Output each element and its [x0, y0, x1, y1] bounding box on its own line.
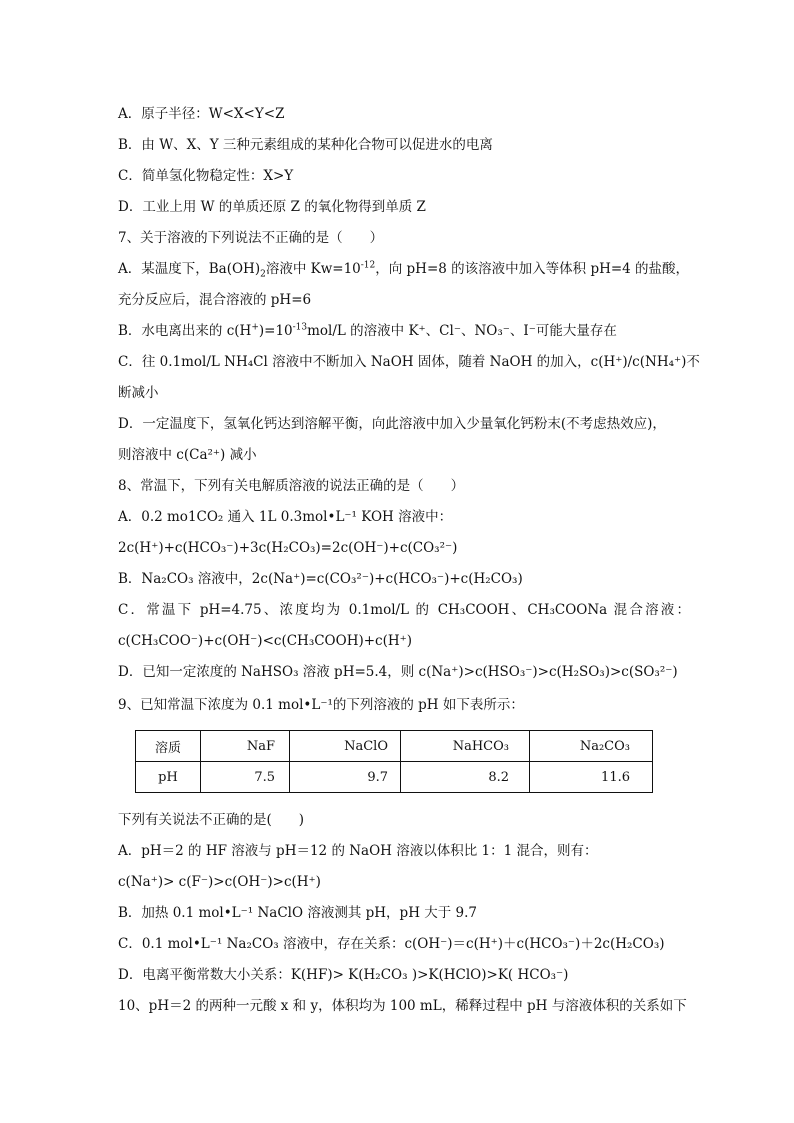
table-row: [136, 762, 653, 793]
table-cell: 11.6: [530, 762, 653, 793]
q8-option-d: D．已知一定浓度的 NaHSO₃ 溶液 pH=5.4，则 c(Na⁺)>c(HSO₃⁻)>c(H₂SO₃)>c(SO₃²⁻): [118, 664, 678, 680]
q7-stem: 7、关于溶液的下列说法不正确的是（ ）: [118, 230, 384, 246]
q6-option-d: D．工业上用 W 的单质还原 Z 的氧化物得到单质 Z: [118, 199, 426, 215]
q8-option-a: A．0.2 mo1CO₂ 通入 1L 0.3mol•L⁻¹ KOH 溶液中：: [118, 509, 453, 525]
ph-table: [135, 730, 653, 793]
table-header-row: [136, 731, 653, 762]
table-header-cell: NaClO: [290, 731, 401, 762]
q9-option-a-cont: c(Na⁺)> c(F⁻)>c(OH⁻)>c(H⁺): [118, 874, 321, 890]
table-header-cell: NaHCO₃: [401, 731, 530, 762]
q9-option-a: A．pH＝2 的 HF 溶液与 pH＝12 的 NaOH 溶液以体积比 1：1 混合，则有：: [118, 843, 598, 859]
q6-option-b: B．由 W、X、Y 三种元素组成的某种化合物可以促进水的电离: [118, 137, 493, 153]
table-header-cell: NaF: [201, 731, 290, 762]
table-header-cell: 溶质: [136, 731, 201, 762]
q8-option-c: C．常温下 pH=4.75、浓度均为 0.1mol/L 的 CH₃COOH、CH₃COONa 混合溶液：: [118, 602, 690, 618]
q8-option-a-cont: 2c(H⁺)+c(HCO₃⁻)+3c(H₂CO₃)=2c(OH⁻)+c(CO₃²⁻): [118, 540, 458, 556]
q7-option-d-cont: 则溶液中 c(Ca²⁺) 减小: [118, 447, 257, 463]
q9-option-b: B．加热 0.1 mol•L⁻¹ NaClO 溶液测其 pH，pH 大于 9.7: [118, 905, 478, 921]
q6-option-a: A．原子半径：W<X<Y<Z: [118, 106, 285, 122]
table-cell: pH: [136, 762, 201, 793]
q9-prompt: 下列有关说法不正确的是( ): [118, 812, 305, 828]
q9-option-c: C．0.1 mol•L⁻¹ Na₂CO₃ 溶液中，存在关系：c(OH⁻)＝c(H⁺)＋c(HCO₃⁻)＋2c(H₂CO₃): [118, 936, 665, 952]
q7-option-b: B．水电离出来的 $c(H^+)=10^{-13}mol/L$ 的溶液中 K⁺、Cl⁻、NO₃⁻、I⁻可能大量存在: [118, 322, 617, 339]
q9-option-d: D．电离平衡常数大小关系：K(HF)> K(H₂CO₃ )>K(HClO)>K( HCO₃⁻): [118, 967, 569, 983]
q8-option-c-cont: c(CH₃COO⁻)+c(OH⁻)<c(CH₃COOH)+c(H⁺): [118, 633, 413, 649]
q7-option-c-cont: 断减小: [118, 385, 159, 401]
table-cell: 9.7: [290, 762, 401, 793]
q6-option-c: C．简单氢化物稳定性：X>Y: [118, 168, 294, 184]
q7-option-a: A．某温度下，$Ba(OH)_2$溶液中 $Kw=10^{-12}$，向 pH=8 的该溶液中加入等体积 pH=4 的盐酸，: [118, 260, 690, 280]
q7-option-d: D．一定温度下，氢氧化钙达到溶解平衡，向此溶液中加入少量氧化钙粉末(不考虑热效应)，: [118, 416, 666, 432]
q8-stem: 8、常温下，下列有关电解质溶液的说法正确的是（ ）: [118, 478, 465, 494]
q8-option-b: B．Na₂CO₃ 溶液中，2c(Na⁺)=c(CO₃²⁻)+c(HCO₃⁻)+c(H₂CO₃): [118, 571, 523, 587]
q9-stem: 9、已知常温下浓度为 0.1 mol•L⁻¹的下列溶液的 pH 如下表所示：: [118, 697, 524, 713]
q7-option-c: C．往 0.1mol/L NH₄Cl 溶液中不断加入 NaOH 固体，随着 NaOH 的加入，c(H⁺)/c(NH₄⁺)不: [118, 354, 700, 370]
table-cell: 7.5: [201, 762, 290, 793]
q7-option-a-cont: 充分反应后，混合溶液的 pH=6: [118, 292, 312, 308]
q10-stem: 10、pH＝2 的两种一元酸 x 和 y，体积均为 100 mL，稀释过程中 pH 与溶液体积的关系如下: [118, 998, 687, 1014]
table-cell: 8.2: [401, 762, 530, 793]
table-header-cell: Na₂CO₃: [530, 731, 653, 762]
